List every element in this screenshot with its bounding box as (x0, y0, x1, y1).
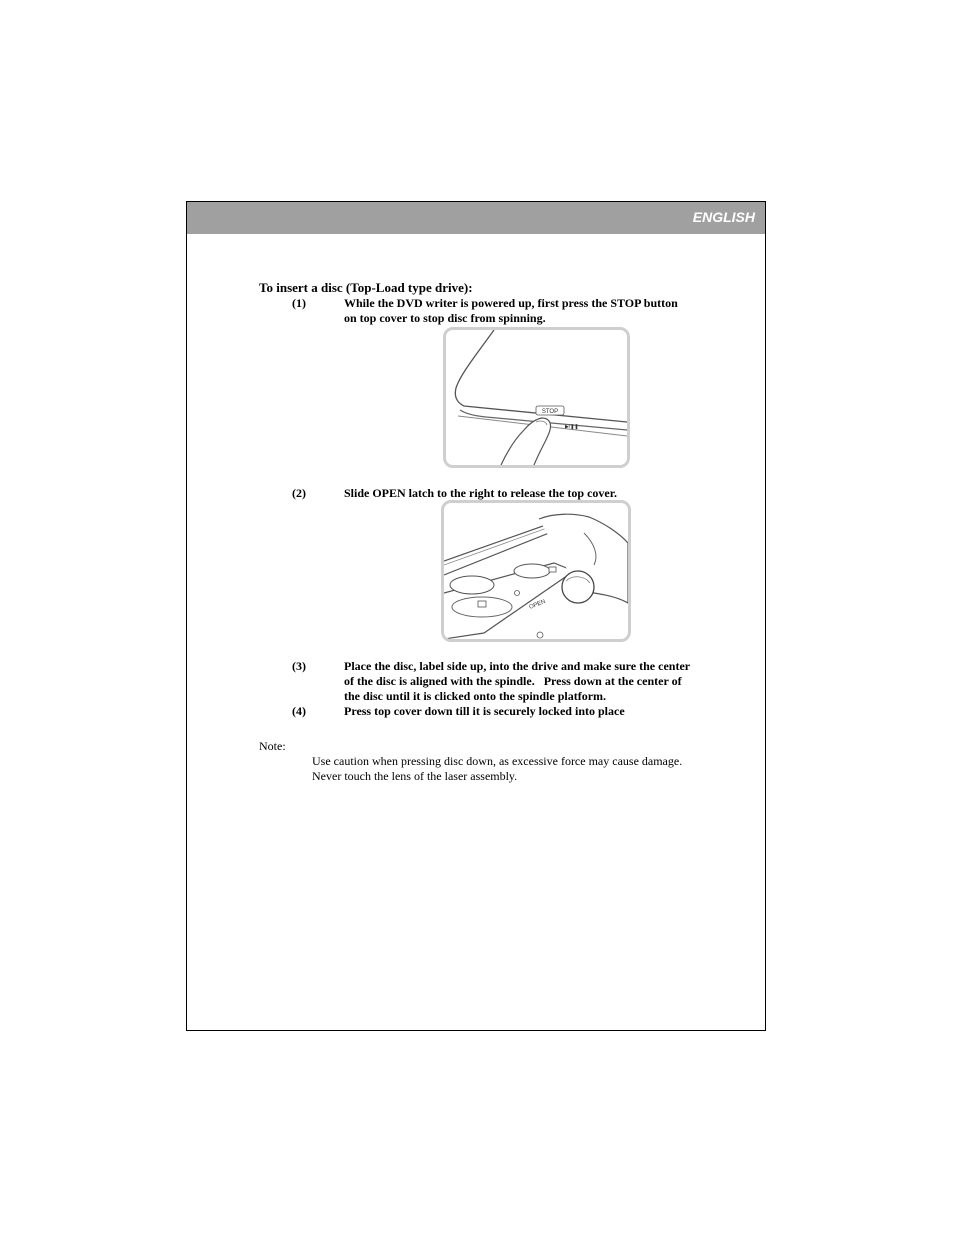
header-bar (187, 202, 765, 234)
figure-stop-button (443, 327, 630, 468)
step-3-line-3: the disc until it is clicked onto the spindle platform. (344, 689, 607, 703)
section-title: To insert a disc (Top-Load type drive): (259, 280, 473, 295)
step-4-text (344, 704, 625, 719)
step-4-line-1: Press top cover down till it is securely locked into place (344, 704, 625, 718)
play-pause-label: ▶/❚❚ (565, 424, 579, 430)
step-3-number: (3) (292, 659, 306, 673)
note-line-1: Use caution when pressing disc down, as excessive force may cause damage. (312, 754, 683, 768)
step-1-line-2: on top cover to stop disc from spinning. (344, 311, 546, 325)
finger-shape (501, 418, 551, 465)
open-latch-illustration (444, 503, 628, 639)
step-2-line-1: Slide OPEN latch to the right to release the top cover. (344, 486, 617, 500)
step-2-text (344, 486, 617, 501)
note-line-2: Never touch the lens of the laser assembly. (312, 769, 518, 783)
language-label: ENGLISH (692, 209, 755, 225)
note-text (312, 754, 682, 784)
page-frame (186, 201, 766, 1031)
figure-open-latch (441, 500, 631, 642)
step-3-text (344, 659, 690, 704)
stop-button-label: STOP (541, 409, 559, 415)
step-2-number: (2) (292, 486, 306, 500)
step-1-number: (1) (292, 296, 306, 310)
step-4-number: (4) (292, 704, 306, 718)
step-3-line-1: Place the disc, label side up, into the drive and make sure the center (344, 659, 691, 673)
step-1-text (344, 296, 678, 326)
step-3-line-2: of the disc is aligned with the spindle. Press down at the center of (344, 674, 682, 688)
thumb-shape (562, 571, 594, 603)
note-label: Note: (259, 739, 286, 753)
open-latch-label: OPEN (528, 598, 547, 611)
step-1-line-1: While the DVD writer is powered up, first press the STOP button (344, 296, 678, 310)
stop-button-illustration (446, 330, 627, 465)
